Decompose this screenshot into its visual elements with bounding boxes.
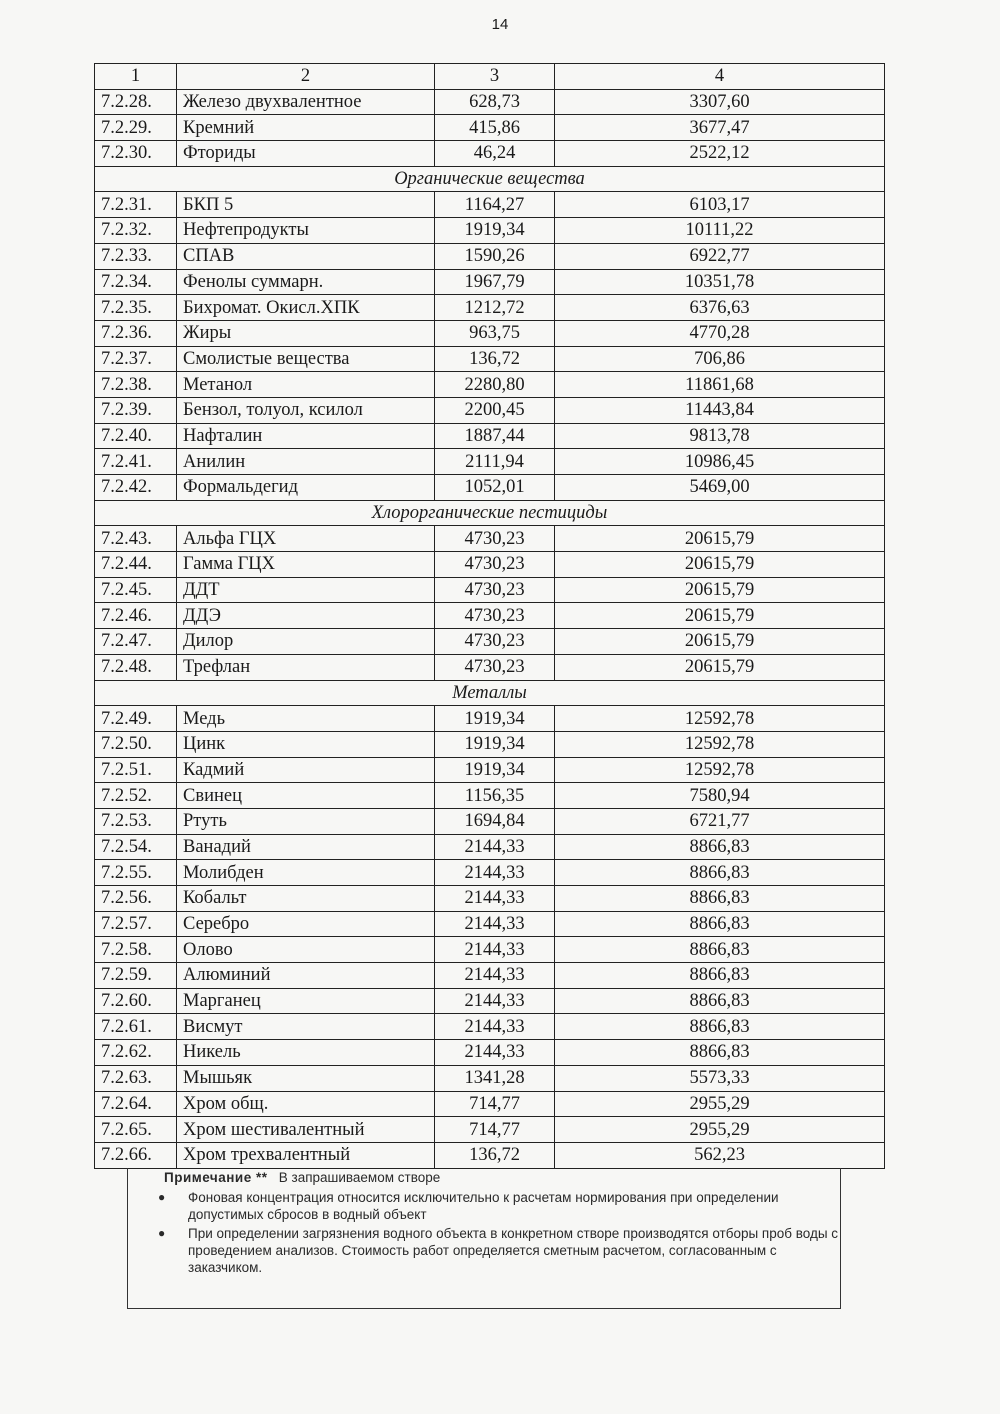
row-number: 7.2.61. [95, 1014, 177, 1040]
value-col-3: 2144,33 [435, 1040, 555, 1066]
row-number: 7.2.50. [95, 731, 177, 757]
value-col-4: 6376,63 [555, 295, 885, 321]
row-number: 7.2.43. [95, 526, 177, 552]
value-col-3: 1590,26 [435, 243, 555, 269]
table-row [95, 218, 885, 244]
row-number: 7.2.39. [95, 397, 177, 423]
substance-name: Метанол [177, 372, 435, 398]
value-col-3: 4730,23 [435, 526, 555, 552]
table-row [95, 963, 885, 989]
substance-name: Цинк [177, 731, 435, 757]
value-col-4: 12592,78 [555, 706, 885, 732]
row-number: 7.2.62. [95, 1040, 177, 1066]
substance-name: ДДТ [177, 577, 435, 603]
value-col-4: 20615,79 [555, 526, 885, 552]
note-list [128, 1189, 840, 1276]
value-col-4: 5573,33 [555, 1065, 885, 1091]
substance-name: Бихромат. Окисл.ХПК [177, 295, 435, 321]
row-number: 7.2.56. [95, 886, 177, 912]
section-header-row [95, 166, 885, 192]
row-number: 7.2.47. [95, 629, 177, 655]
value-col-4: 20615,79 [555, 552, 885, 578]
value-col-4: 8866,83 [555, 1040, 885, 1066]
table-row [95, 808, 885, 834]
value-col-3: 2144,33 [435, 937, 555, 963]
value-col-3: 1164,27 [435, 192, 555, 218]
value-col-3: 2144,33 [435, 963, 555, 989]
substance-name: Хром трехвалентный [177, 1142, 435, 1168]
value-col-4: 8866,83 [555, 911, 885, 937]
value-col-3: 1212,72 [435, 295, 555, 321]
value-col-3: 1919,34 [435, 218, 555, 244]
table-row [95, 1091, 885, 1117]
substance-name: Нафталин [177, 423, 435, 449]
row-number: 7.2.46. [95, 603, 177, 629]
table-row [95, 192, 885, 218]
note-item-text: Фоновая концентрация относится исключительно к расчетам нормирования при определении допустимых сбросов в водный объект [188, 1190, 779, 1222]
value-col-4: 20615,79 [555, 629, 885, 655]
table-row [95, 1117, 885, 1143]
substance-name: Фториды [177, 141, 435, 167]
substance-name: Железо двухвалентное [177, 89, 435, 115]
value-col-4: 706,86 [555, 346, 885, 372]
value-col-4: 3677,47 [555, 115, 885, 141]
substance-name: Ванадий [177, 834, 435, 860]
header-col-2: 2 [177, 64, 435, 90]
value-col-4: 2955,29 [555, 1117, 885, 1143]
value-col-4: 20615,79 [555, 654, 885, 680]
section-header-row [95, 500, 885, 526]
note-item [156, 1189, 840, 1223]
value-col-3: 1919,34 [435, 731, 555, 757]
value-col-4: 8866,83 [555, 963, 885, 989]
value-col-4: 8866,83 [555, 860, 885, 886]
row-number: 7.2.59. [95, 963, 177, 989]
value-col-4: 12592,78 [555, 757, 885, 783]
substance-name: Нефтепродукты [177, 218, 435, 244]
row-number: 7.2.38. [95, 372, 177, 398]
row-number: 7.2.49. [95, 706, 177, 732]
value-col-4: 3307,60 [555, 89, 885, 115]
value-col-4: 11443,84 [555, 397, 885, 423]
table-row [95, 577, 885, 603]
value-col-4: 9813,78 [555, 423, 885, 449]
substance-name: Хром шестивалентный [177, 1117, 435, 1143]
section-header-row [95, 680, 885, 706]
value-col-3: 4730,23 [435, 577, 555, 603]
value-col-3: 2280,80 [435, 372, 555, 398]
row-number: 7.2.45. [95, 577, 177, 603]
table-row [95, 654, 885, 680]
value-col-3: 2144,33 [435, 834, 555, 860]
note-item-text: При определении загрязнения водного объекта в конкретном створе производятся отборы проб воды с проведением анализов. Стоимость работ определяется сметным расчетом, согласованным с заказчиком. [188, 1226, 839, 1275]
table-row [95, 937, 885, 963]
value-col-3: 4730,23 [435, 654, 555, 680]
substance-name: Жиры [177, 320, 435, 346]
row-number: 7.2.57. [95, 911, 177, 937]
value-col-3: 4730,23 [435, 603, 555, 629]
value-col-3: 1919,34 [435, 757, 555, 783]
value-col-4: 6103,17 [555, 192, 885, 218]
table-row [95, 757, 885, 783]
value-col-3: 2144,33 [435, 988, 555, 1014]
substance-name: Медь [177, 706, 435, 732]
note-label: Примечание ** [164, 1170, 268, 1185]
substance-name: Кадмий [177, 757, 435, 783]
table-row [95, 552, 885, 578]
value-col-4: 2955,29 [555, 1091, 885, 1117]
substance-name: Дилор [177, 629, 435, 655]
substance-name: Никель [177, 1040, 435, 1066]
row-number: 7.2.31. [95, 192, 177, 218]
substance-name: Серебро [177, 911, 435, 937]
substance-name: Висмут [177, 1014, 435, 1040]
substance-name: Олово [177, 937, 435, 963]
value-col-4: 11861,68 [555, 372, 885, 398]
value-col-4: 8866,83 [555, 937, 885, 963]
row-number: 7.2.51. [95, 757, 177, 783]
table-row [95, 320, 885, 346]
row-number: 7.2.29. [95, 115, 177, 141]
row-number: 7.2.34. [95, 269, 177, 295]
value-col-4: 8866,83 [555, 988, 885, 1014]
value-col-3: 2111,94 [435, 449, 555, 475]
row-number: 7.2.28. [95, 89, 177, 115]
substance-name: Марганец [177, 988, 435, 1014]
bullet-icon: ● [158, 1226, 166, 1240]
value-col-3: 1967,79 [435, 269, 555, 295]
bullet-icon: ● [158, 1190, 166, 1204]
value-col-4: 4770,28 [555, 320, 885, 346]
table-row [95, 911, 885, 937]
value-col-4: 10111,22 [555, 218, 885, 244]
header-col-4: 4 [555, 64, 885, 90]
value-col-4: 8866,83 [555, 834, 885, 860]
value-col-3: 2144,33 [435, 886, 555, 912]
table-row [95, 475, 885, 501]
value-col-4: 7580,94 [555, 783, 885, 809]
table-row [95, 269, 885, 295]
substance-name: Анилин [177, 449, 435, 475]
row-number: 7.2.54. [95, 834, 177, 860]
value-col-3: 2144,33 [435, 860, 555, 886]
row-number: 7.2.65. [95, 1117, 177, 1143]
table-row [95, 346, 885, 372]
substance-name: Формальдегид [177, 475, 435, 501]
note-subtitle: В запрашиваемом створе [278, 1170, 441, 1185]
row-number: 7.2.32. [95, 218, 177, 244]
substance-name: Фенолы суммарн. [177, 269, 435, 295]
value-col-4: 10986,45 [555, 449, 885, 475]
row-number: 7.2.53. [95, 808, 177, 834]
table-header-row [95, 64, 885, 90]
value-col-3: 136,72 [435, 1142, 555, 1168]
substance-name: Ртуть [177, 808, 435, 834]
table-row [95, 1065, 885, 1091]
substance-name: Смолистые вещества [177, 346, 435, 372]
row-number: 7.2.60. [95, 988, 177, 1014]
value-col-3: 1887,44 [435, 423, 555, 449]
row-number: 7.2.52. [95, 783, 177, 809]
row-number: 7.2.42. [95, 475, 177, 501]
table-row [95, 423, 885, 449]
substance-name: Альфа ГЦХ [177, 526, 435, 552]
substance-name: ДДЭ [177, 603, 435, 629]
value-col-3: 4730,23 [435, 552, 555, 578]
value-col-3: 136,72 [435, 346, 555, 372]
section-title: Хлорорганические пестициды [95, 500, 885, 526]
value-col-4: 562,23 [555, 1142, 885, 1168]
row-number: 7.2.33. [95, 243, 177, 269]
section-title: Металлы [95, 680, 885, 706]
note-box [127, 1168, 841, 1309]
row-number: 7.2.66. [95, 1142, 177, 1168]
value-col-4: 2522,12 [555, 141, 885, 167]
table-row [95, 141, 885, 167]
note-item [156, 1225, 840, 1276]
row-number: 7.2.64. [95, 1091, 177, 1117]
table-row [95, 372, 885, 398]
row-number: 7.2.30. [95, 141, 177, 167]
table-row [95, 243, 885, 269]
row-number: 7.2.63. [95, 1065, 177, 1091]
row-number: 7.2.55. [95, 860, 177, 886]
substance-name: Трефлан [177, 654, 435, 680]
table-row [95, 397, 885, 423]
substance-name: Свинец [177, 783, 435, 809]
row-number: 7.2.40. [95, 423, 177, 449]
table-row [95, 860, 885, 886]
row-number: 7.2.35. [95, 295, 177, 321]
value-col-4: 6922,77 [555, 243, 885, 269]
value-col-3: 415,86 [435, 115, 555, 141]
row-number: 7.2.37. [95, 346, 177, 372]
value-col-3: 1156,35 [435, 783, 555, 809]
row-number: 7.2.44. [95, 552, 177, 578]
header-col-1: 1 [95, 64, 177, 90]
substance-name: Мышьяк [177, 1065, 435, 1091]
table-body [95, 89, 885, 1168]
value-col-4: 6721,77 [555, 808, 885, 834]
value-col-4: 8866,83 [555, 1014, 885, 1040]
value-col-4: 20615,79 [555, 603, 885, 629]
table-row [95, 629, 885, 655]
table-row [95, 988, 885, 1014]
page-number: 14 [491, 16, 509, 33]
table-row [95, 1040, 885, 1066]
table-row [95, 886, 885, 912]
value-col-3: 4730,23 [435, 629, 555, 655]
value-col-3: 1919,34 [435, 706, 555, 732]
table-row [95, 783, 885, 809]
value-col-4: 20615,79 [555, 577, 885, 603]
substance-name: Бензол, толуол, ксилол [177, 397, 435, 423]
substance-name: Кремний [177, 115, 435, 141]
value-col-3: 2144,33 [435, 911, 555, 937]
price-table [94, 63, 885, 1169]
row-number: 7.2.41. [95, 449, 177, 475]
table-row [95, 706, 885, 732]
substance-name: Хром общ. [177, 1091, 435, 1117]
value-col-4: 8866,83 [555, 886, 885, 912]
table-row [95, 603, 885, 629]
value-col-3: 1694,84 [435, 808, 555, 834]
table-row [95, 1142, 885, 1168]
value-col-3: 628,73 [435, 89, 555, 115]
substance-name: БКП 5 [177, 192, 435, 218]
table-row [95, 89, 885, 115]
value-col-4: 10351,78 [555, 269, 885, 295]
row-number: 7.2.58. [95, 937, 177, 963]
row-number: 7.2.36. [95, 320, 177, 346]
table-row [95, 731, 885, 757]
substance-name: Молибден [177, 860, 435, 886]
substance-name: СПАВ [177, 243, 435, 269]
section-title: Органические вещества [95, 166, 885, 192]
value-col-3: 1052,01 [435, 475, 555, 501]
substance-name: Алюминий [177, 963, 435, 989]
value-col-3: 2144,33 [435, 1014, 555, 1040]
value-col-3: 714,77 [435, 1117, 555, 1143]
value-col-4: 12592,78 [555, 731, 885, 757]
value-col-3: 2200,45 [435, 397, 555, 423]
note-heading [164, 1170, 840, 1185]
substance-name: Гамма ГЦХ [177, 552, 435, 578]
value-col-3: 1341,28 [435, 1065, 555, 1091]
substance-name: Кобальт [177, 886, 435, 912]
header-col-3: 3 [435, 64, 555, 90]
value-col-3: 714,77 [435, 1091, 555, 1117]
value-col-4: 5469,00 [555, 475, 885, 501]
table-row [95, 526, 885, 552]
value-col-3: 46,24 [435, 141, 555, 167]
table-row [95, 449, 885, 475]
table-row [95, 834, 885, 860]
value-col-3: 963,75 [435, 320, 555, 346]
table-row [95, 115, 885, 141]
table-row [95, 295, 885, 321]
table-row [95, 1014, 885, 1040]
row-number: 7.2.48. [95, 654, 177, 680]
